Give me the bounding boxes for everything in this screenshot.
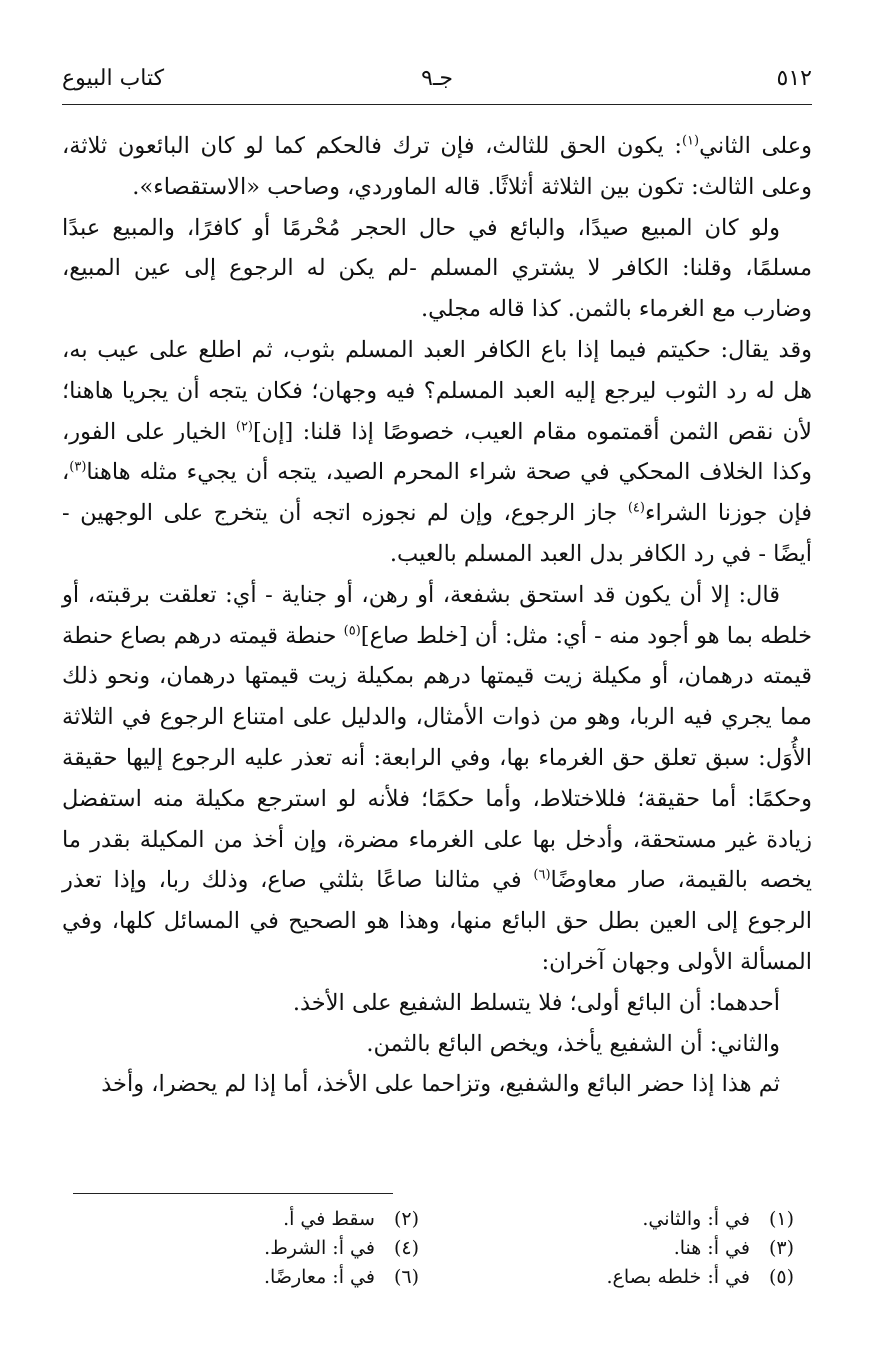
paragraph bbox=[62, 126, 812, 208]
footnote-number: (٦) bbox=[393, 1266, 419, 1288]
page-number: ٥١٢ bbox=[776, 66, 812, 91]
footnote bbox=[62, 1234, 437, 1263]
footnote-number: (٤) bbox=[393, 1237, 419, 1259]
footnote-ref: (١) bbox=[681, 133, 700, 149]
paragraph-text: جاز الرجوع، وإن لم نجوزه اتجه أن يتخرج على الوجهين - أيضًا - في رد الكافر بدل العبد المسلم بالعيب. bbox=[62, 500, 812, 567]
footnote-text: في أ: والثاني. bbox=[642, 1208, 756, 1230]
footnote-ref: (٥) bbox=[343, 623, 361, 639]
paragraph bbox=[62, 575, 812, 983]
footnote bbox=[437, 1234, 812, 1263]
footnote-text: في أ: الشرط. bbox=[264, 1237, 381, 1259]
footnote-rule bbox=[73, 1193, 393, 1194]
paragraph-text: والثاني: أن الشفيع يأخذ، ويخص البائع بالثمن. bbox=[366, 1030, 780, 1057]
paragraph bbox=[62, 1024, 812, 1065]
paragraph-text: قال: إلا أن يكون قد استحق بشفعة، أو رهن، أو جناية - أي: تعلقت برقبته، أو خلطه بما هو أجود منه - أي: مثل: أن [خلط صاع] bbox=[62, 581, 812, 649]
paragraph bbox=[62, 330, 812, 575]
paragraph bbox=[62, 208, 812, 330]
header-rule bbox=[62, 104, 812, 105]
footnotes bbox=[62, 1205, 812, 1292]
footnote-number: (٣) bbox=[768, 1237, 794, 1259]
book-title: كتاب البيوع bbox=[62, 66, 165, 91]
footnote-row bbox=[62, 1205, 812, 1234]
paragraph-text: الخيار على الفور، وكذا الخلاف المحكي في صحة شراء المحرم الصيد، يتجه أن يجيء مثله هاهنا bbox=[62, 418, 812, 486]
footnote-number: (٥) bbox=[768, 1266, 794, 1288]
footnote bbox=[62, 1205, 437, 1234]
volume-label: جـ٩ bbox=[421, 66, 453, 91]
page-header bbox=[62, 62, 812, 96]
paragraph-text: أحدهما: أن البائع أولى؛ فلا يتسلط الشفيع على الأخذ. bbox=[292, 989, 780, 1016]
paragraph-text: حنطة قيمته درهم بصاع حنطة قيمته درهمان، أو مكيلة زيت قيمتها درهم بمكيلة زيت قيمتها درهمان، ونحو ذلك مما يجري فيه الربا، وهو من ذوات الأمثال، والدليل على امتناع الرجوع في الثلاثة الأُوَل: سبق تعلق حق الغرماء بها، وفي الرابعة: أنه تعذر عليه الرجوع إليها حقيقة وحكمًا: أما حقيقة؛ فللاختلاط، وأما حكمًا؛ فلأنه لو استرجع مكيلة منه استفضل زيادة غير مستحقة، وأدخل بها على الغرماء مضرة، وإن أخذ من المكيلة بقدر ما يخصه بالقيمة، صار معاوضًا bbox=[62, 622, 812, 894]
footnote-ref: (٣) bbox=[69, 459, 87, 475]
paragraph-text: وعلى الثاني bbox=[699, 133, 812, 159]
footnote bbox=[437, 1263, 812, 1292]
footnote-text: في أ: هنا. bbox=[673, 1237, 756, 1259]
footnote-text: في أ: خلطه بصاع. bbox=[606, 1266, 756, 1288]
footnote-number: (٢) bbox=[393, 1208, 419, 1230]
footnote-text: سقط في أ. bbox=[283, 1208, 381, 1230]
footnote-row bbox=[62, 1234, 812, 1263]
footnote bbox=[437, 1205, 812, 1234]
paragraph-text: : يكون الحق للثالث، فإن ترك فالحكم كما لو كان البائعون ثلاثة، وعلى الثالث: تكون بين الثلاثة أثلاثًا. قاله الماوردي، وصاحب «الاستقصاء». bbox=[62, 133, 812, 200]
paragraph-text: وقد يقال: حكيتم فيما إذا باع الكافر العبد المسلم بثوب، ثم اطلع على عيب به، هل له رد الثوب ليرجع إليه العبد المسلم؟ فيه وجهان؛ فكان يتجه أن يجريا هاهنا؛ لأن نقص الثمن أقمتموه مقام العيب، خصوصًا إذا قلنا: [إن] bbox=[62, 336, 812, 445]
footnote bbox=[62, 1263, 437, 1292]
footnote-row bbox=[62, 1263, 812, 1292]
paragraph bbox=[62, 1064, 812, 1105]
footnote-ref: (٤) bbox=[627, 500, 645, 516]
main-text bbox=[62, 126, 812, 1105]
paragraph-text: ثم هذا إذا حضر البائع والشفيع، وتزاحما على الأخذ، أما إذا لم يحضرا، وأخذ bbox=[101, 1071, 780, 1098]
footnote-number: (١) bbox=[768, 1208, 794, 1230]
paragraph-text: ، فإن جوزنا الشراء bbox=[62, 459, 812, 527]
footnote-ref: (٢) bbox=[235, 419, 253, 435]
footnote-ref: (٦) bbox=[533, 867, 551, 883]
footnote-text: في أ: معارضًا. bbox=[264, 1266, 381, 1288]
paragraph-text: ولو كان المبيع صيدًا، والبائع في حال الحجر مُحْرمًا أو كافرًا، والمبيع عبدًا مسلمًا، وقلنا: الكافر لا يشتري المسلم -لم يكن له الرجوع إلى عين المبيع، وضارب مع الغرماء بالثمن. كذا قاله مجلي. bbox=[62, 214, 812, 323]
paragraph bbox=[62, 983, 812, 1024]
paragraph-text: في مثالنا صاعًا بثلثي صاع، وذلك ربا، وإذا تعذر الرجوع إلى العين بطل حق البائع منها، وهذا هو الصحيح في المسائل كلها، وفي المسألة الأولى وجهان آخران: bbox=[62, 867, 812, 975]
